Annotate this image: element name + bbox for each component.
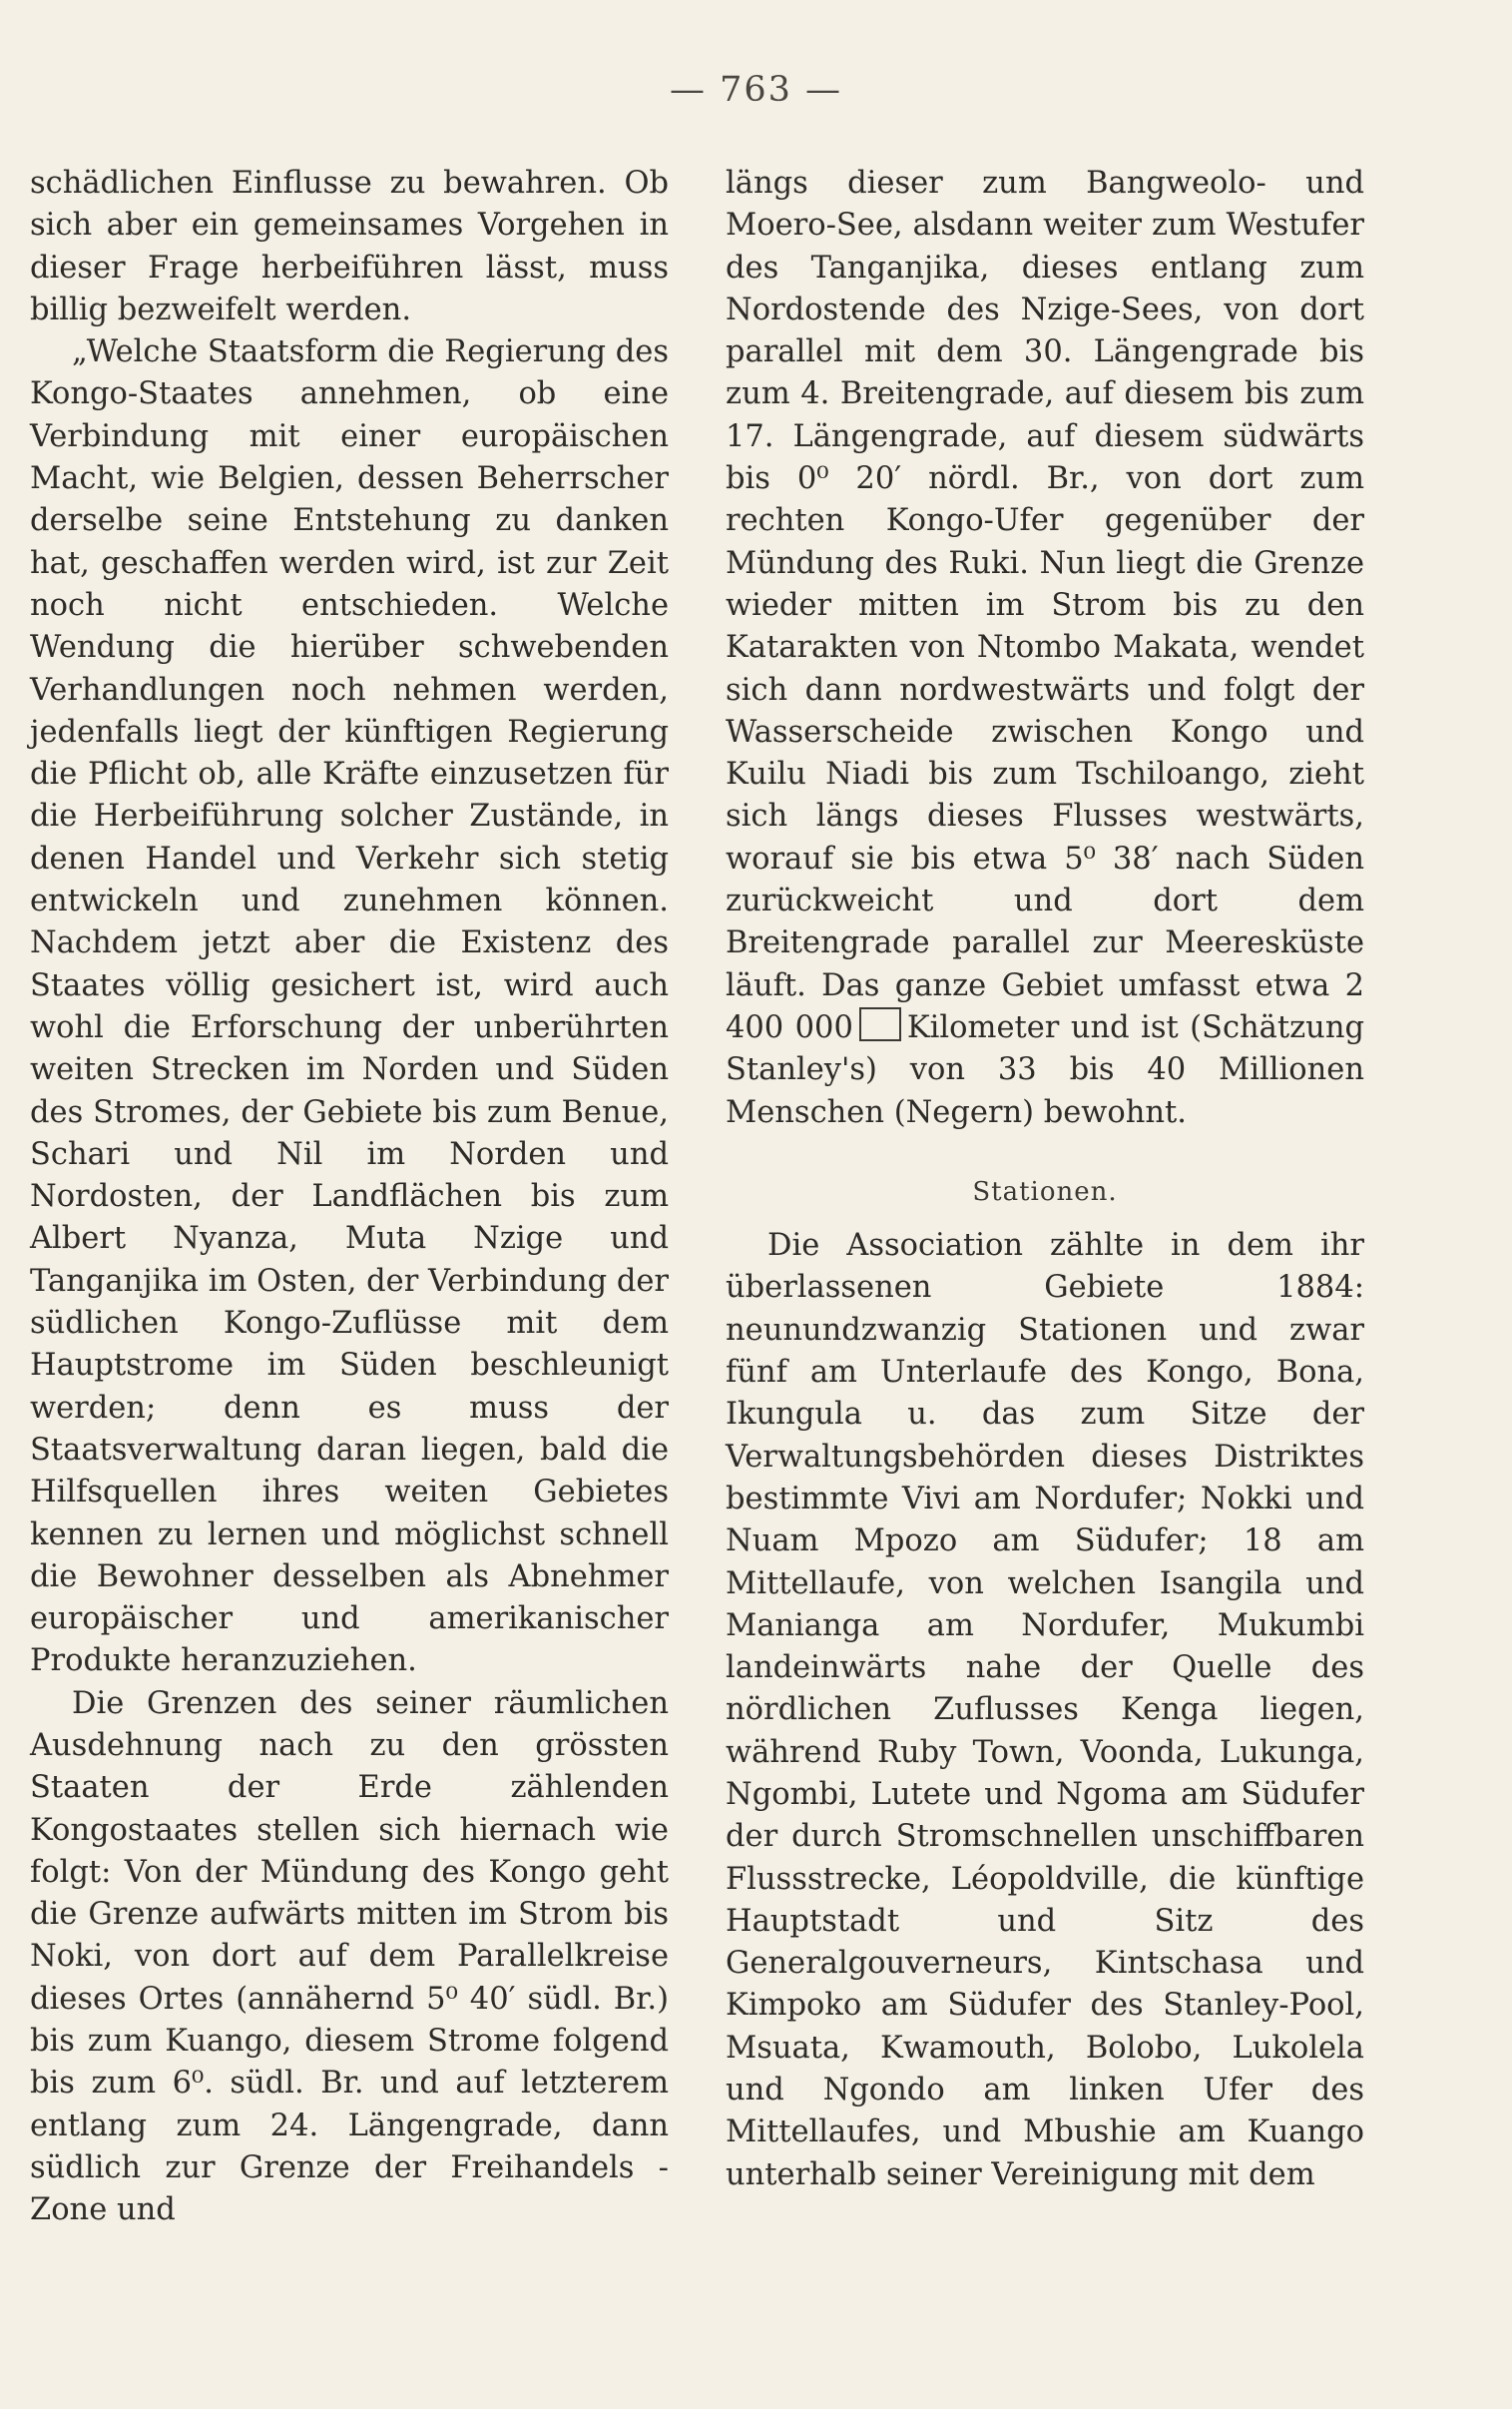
right-column: [726, 163, 1364, 2196]
right-paragraph-1: [726, 163, 1364, 1134]
square-symbol-icon: [859, 1007, 901, 1041]
left-paragraph-2: „Welche Staatsform die Regierung des Kongo-Staates annehmen, ob eine Verbindung mit einer europäischen Macht, wie Belgien, dessen Beherrscher derselbe seine Entstehung zu danken hat, geschaffen werden wird, ist zur Zeit noch nicht entschieden. Welche Wendung die hierüber schwebenden Verhandlungen noch nehmen werden, jedenfalls liegt der künftigen Regierung die Pflicht ob, alle Kräfte einzusetzen für die Herbeiführung solcher Zustände, in denen Handel und Verkehr sich stetig entwickeln und zunehmen können. Nachdem jetzt aber die Existenz des Staates völlig gesichert ist, wird auch wohl die Erforschung der unberührten weiten Strecken im Norden und Süden des Stromes, der Gebiete bis zum Benue, Schari und Nil im Norden und Nordosten, der Landflächen bis zum Albert Nyanza, Muta Nzige und Tanganjika im Osten, der Verbindung der südlichen Kongo-Zuflüsse mit dem Hauptstrome im Süden beschleunigt werden; denn es muss der Staatsverwaltung daran liegen, bald die Hilfsquellen ihres weiten Gebietes kennen zu lernen und möglichst schnell die Bewohner desselben als Abnehmer europäischer und amerikanischer Produkte heranzuziehen.: [30, 334, 669, 1679]
right-paragraph-1-text-a: längs dieser zum Bangweolo- und Moero-See, alsdann weiter zum Westufer des Tanganjika, dieses entlang zum Nordostende des Nzige-Sees, von dort parallel mit dem 30. Längengrade bis zum 4. Breitengrade, auf diesem bis zum 17. Längengrade, auf diesem südwärts bis 0⁰ 20′ nördl. Br., von dort zum rechten Kongo-Ufer gegenüber der Mündung des Ruki. Nun liegt die Grenze wieder mitten im Strom bis zu den Katarakten von Ntombo Makata, wendet sich dann nordwestwärts und folgt der Wasserscheide zwischen Kongo und Kuilu Niadi bis zum Tschiloango, zieht sich längs dieses Flusses westwärts, worauf sie bis etwa 5⁰ 38′ nach Süden zurückweicht und dort dem Breitengrade parallel zur Meeresküste läuft. Das ganze Gebiet umfasst etwa 2 400 000: [726, 166, 1364, 1045]
page-number: — 763 —: [669, 70, 843, 110]
left-paragraph-3: Die Grenzen des seiner räumlichen Ausdehnung nach zu den grössten Staaten der Erde zählenden Kongostaates stellen sich hiernach wie folgt: Von der Mündung des Kongo geht die Grenze aufwärts mitten im Strom bis Noki, von dort auf dem Parallelkreise dieses Ortes (annähernd 5⁰ 40′ südl. Br.) bis zum Kuango, diesem Strome folgend bis zum 6⁰. südl. Br. und auf letzterem entlang zum 24. Längengrade, dann südlich zur Grenze der Freihandels - Zone und: [30, 1685, 669, 2228]
right-paragraph-2: Die Association zählte in dem ihr überlassenen Gebiete 1884: neunundzwanzig Stationen und zwar fünf am Unterlaufe des Kongo, Bona, Ikungula u. das zum Sitze der Verwaltungsbehörden dieses Distriktes bestimmte Vivi am Nordufer; Nokki und Nuam Mpozo am Südufer; 18 am Mittellaufe, von welchen Isangila und Manianga am Nordufer, Mukumbi landeinwärts nahe der Quelle des nördlichen Zuflusses Kenga liegen, während Ruby Town, Voonda, Lukunga, Ngombi, Lutete und Ngoma am Südufer der durch Stromschnellen unschiffbaren Flussstrecke, Léopoldville, die künftige Hauptstadt und Sitz des Generalgouverneurs, Kintschasa und Kimpoko am Südufer des Stanley-Pool, Msuata, Kwamouth, Bolobo, Lukolela und Ngondo am linken Ufer des Mittellaufes, und Mbushie am Kuango unterhalb seiner Vereinigung mit dem: [726, 1228, 1364, 2192]
section-heading-stationen: Stationen.: [972, 1176, 1118, 1207]
right-paragraph-1-text-b: Kilometer und ist (Schätzung Stanley's) von 33 bis 40 Millionen Menschen (Negern) bewohnt.: [726, 1009, 1364, 1130]
left-column: [30, 163, 669, 2232]
left-paragraph-1: schädlichen Einflusse zu bewahren. Ob sich aber ein gemeinsames Vorgehen in dieser Frage herbeiführen lässt, muss billig bezweifelt werden.: [30, 166, 669, 327]
